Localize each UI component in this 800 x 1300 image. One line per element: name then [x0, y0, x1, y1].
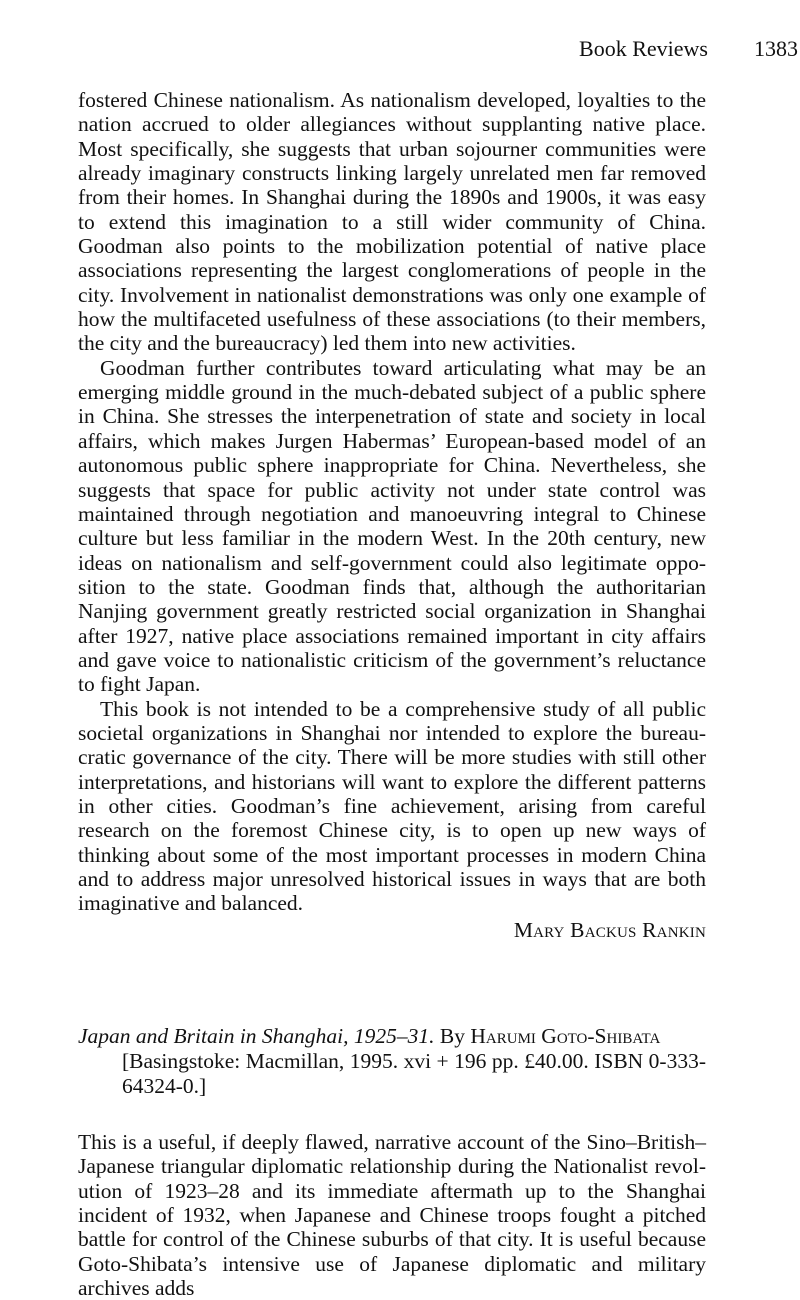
- running-head: [0, 36, 800, 66]
- citation-first-line: [78, 1024, 706, 1049]
- review-paragraph: This book is not intended to be a comprehensive study of all public societal organizations in Shanghai nor intended to explore the bureaucratic governance of the city. There will be more studies with still other interpretations, and historians will want to explore the different patterns in other cities. Goodman’s fine achievement, arising from careful research on the foremost Chinese city, is to open up new ways of thinking about some of the most important processes in modern China and to address major unresolved historical issues in ways that are both imaginative and balanced.: [78, 696, 706, 916]
- book-author: Harumi Goto-Shibata: [470, 1024, 661, 1048]
- publication-info: [Basingstoke: Macmillan, 1995. xvi + 196 pp. £40.00. ISBN 0-333-64324-0.]: [122, 1049, 706, 1098]
- review-paragraph: fostered Chinese nationalism. As nationalism developed, loyalties to the nation accrued to older allegiances without supplanting native place. Most specifically, she suggests that urban sojourner communities were already imaginary constructs linking largely unrelated men far removed from their homes. In Shanghai during the 1890s and 1900s, it was easy to extend this imagination to a still wider community of China. Goodman also points to the mobilization potential of native place associations representing the largest conglomerations of people in the city. Involvement in nationalist demonstrations was only one example of how the multifaceted usefulness of these associations (to their members, the city and the bureaucracy) led them into new activities.: [78, 88, 706, 356]
- review-paragraph: Goodman further contributes toward articulating what may be an emerging middle ground in the much-debated subject of a public sphere in China. She stresses the interpenetration of state and society in local affairs, which makes Jurgen Habermas’ European-based model of an autonomous public sphere inappropriate for China. Nevertheless, she suggests that space for public activity not under state control was maintained through negotiation and manoeuvring integral to Chinese culture but less familiar in the modern West. In the 20th century, new ideas on nationalism and self-government could also legitimate opposition to the state. Goodman finds that, although the authoritarian Nanjing government greatly restricted social organization in Shanghai after 1927, native place associations remained important in city affairs and gave voice to nationalistic criticism of the government’s reluctance to fight Japan.: [78, 355, 706, 697]
- review-paragraph: This is a useful, if deeply flawed, narrative account of the Sino–British–Japanese triangular diplomatic relationship during the Nationalist revolution of 1923–28 and its immediate aftermath up to the Shanghai incident of 1932, when Japanese and Chinese troops fought a pitched battle for control of the Chinese suburbs of that city. It is useful because Goto-Shibata’s intensive use of Japanese diplomatic and military archives adds: [78, 1130, 706, 1300]
- reviewer-name: Mary Backus Rankin: [513, 917, 706, 942]
- page-number: 1383: [754, 36, 798, 61]
- running-title: Book Reviews: [579, 36, 708, 61]
- book-citation: [78, 1024, 706, 1099]
- book-title: Japan and Britain in Shanghai, 1925–31.: [78, 1024, 435, 1048]
- review-body: [78, 88, 706, 942]
- by-label: By: [439, 1024, 466, 1048]
- second-review-body: [78, 1130, 706, 1300]
